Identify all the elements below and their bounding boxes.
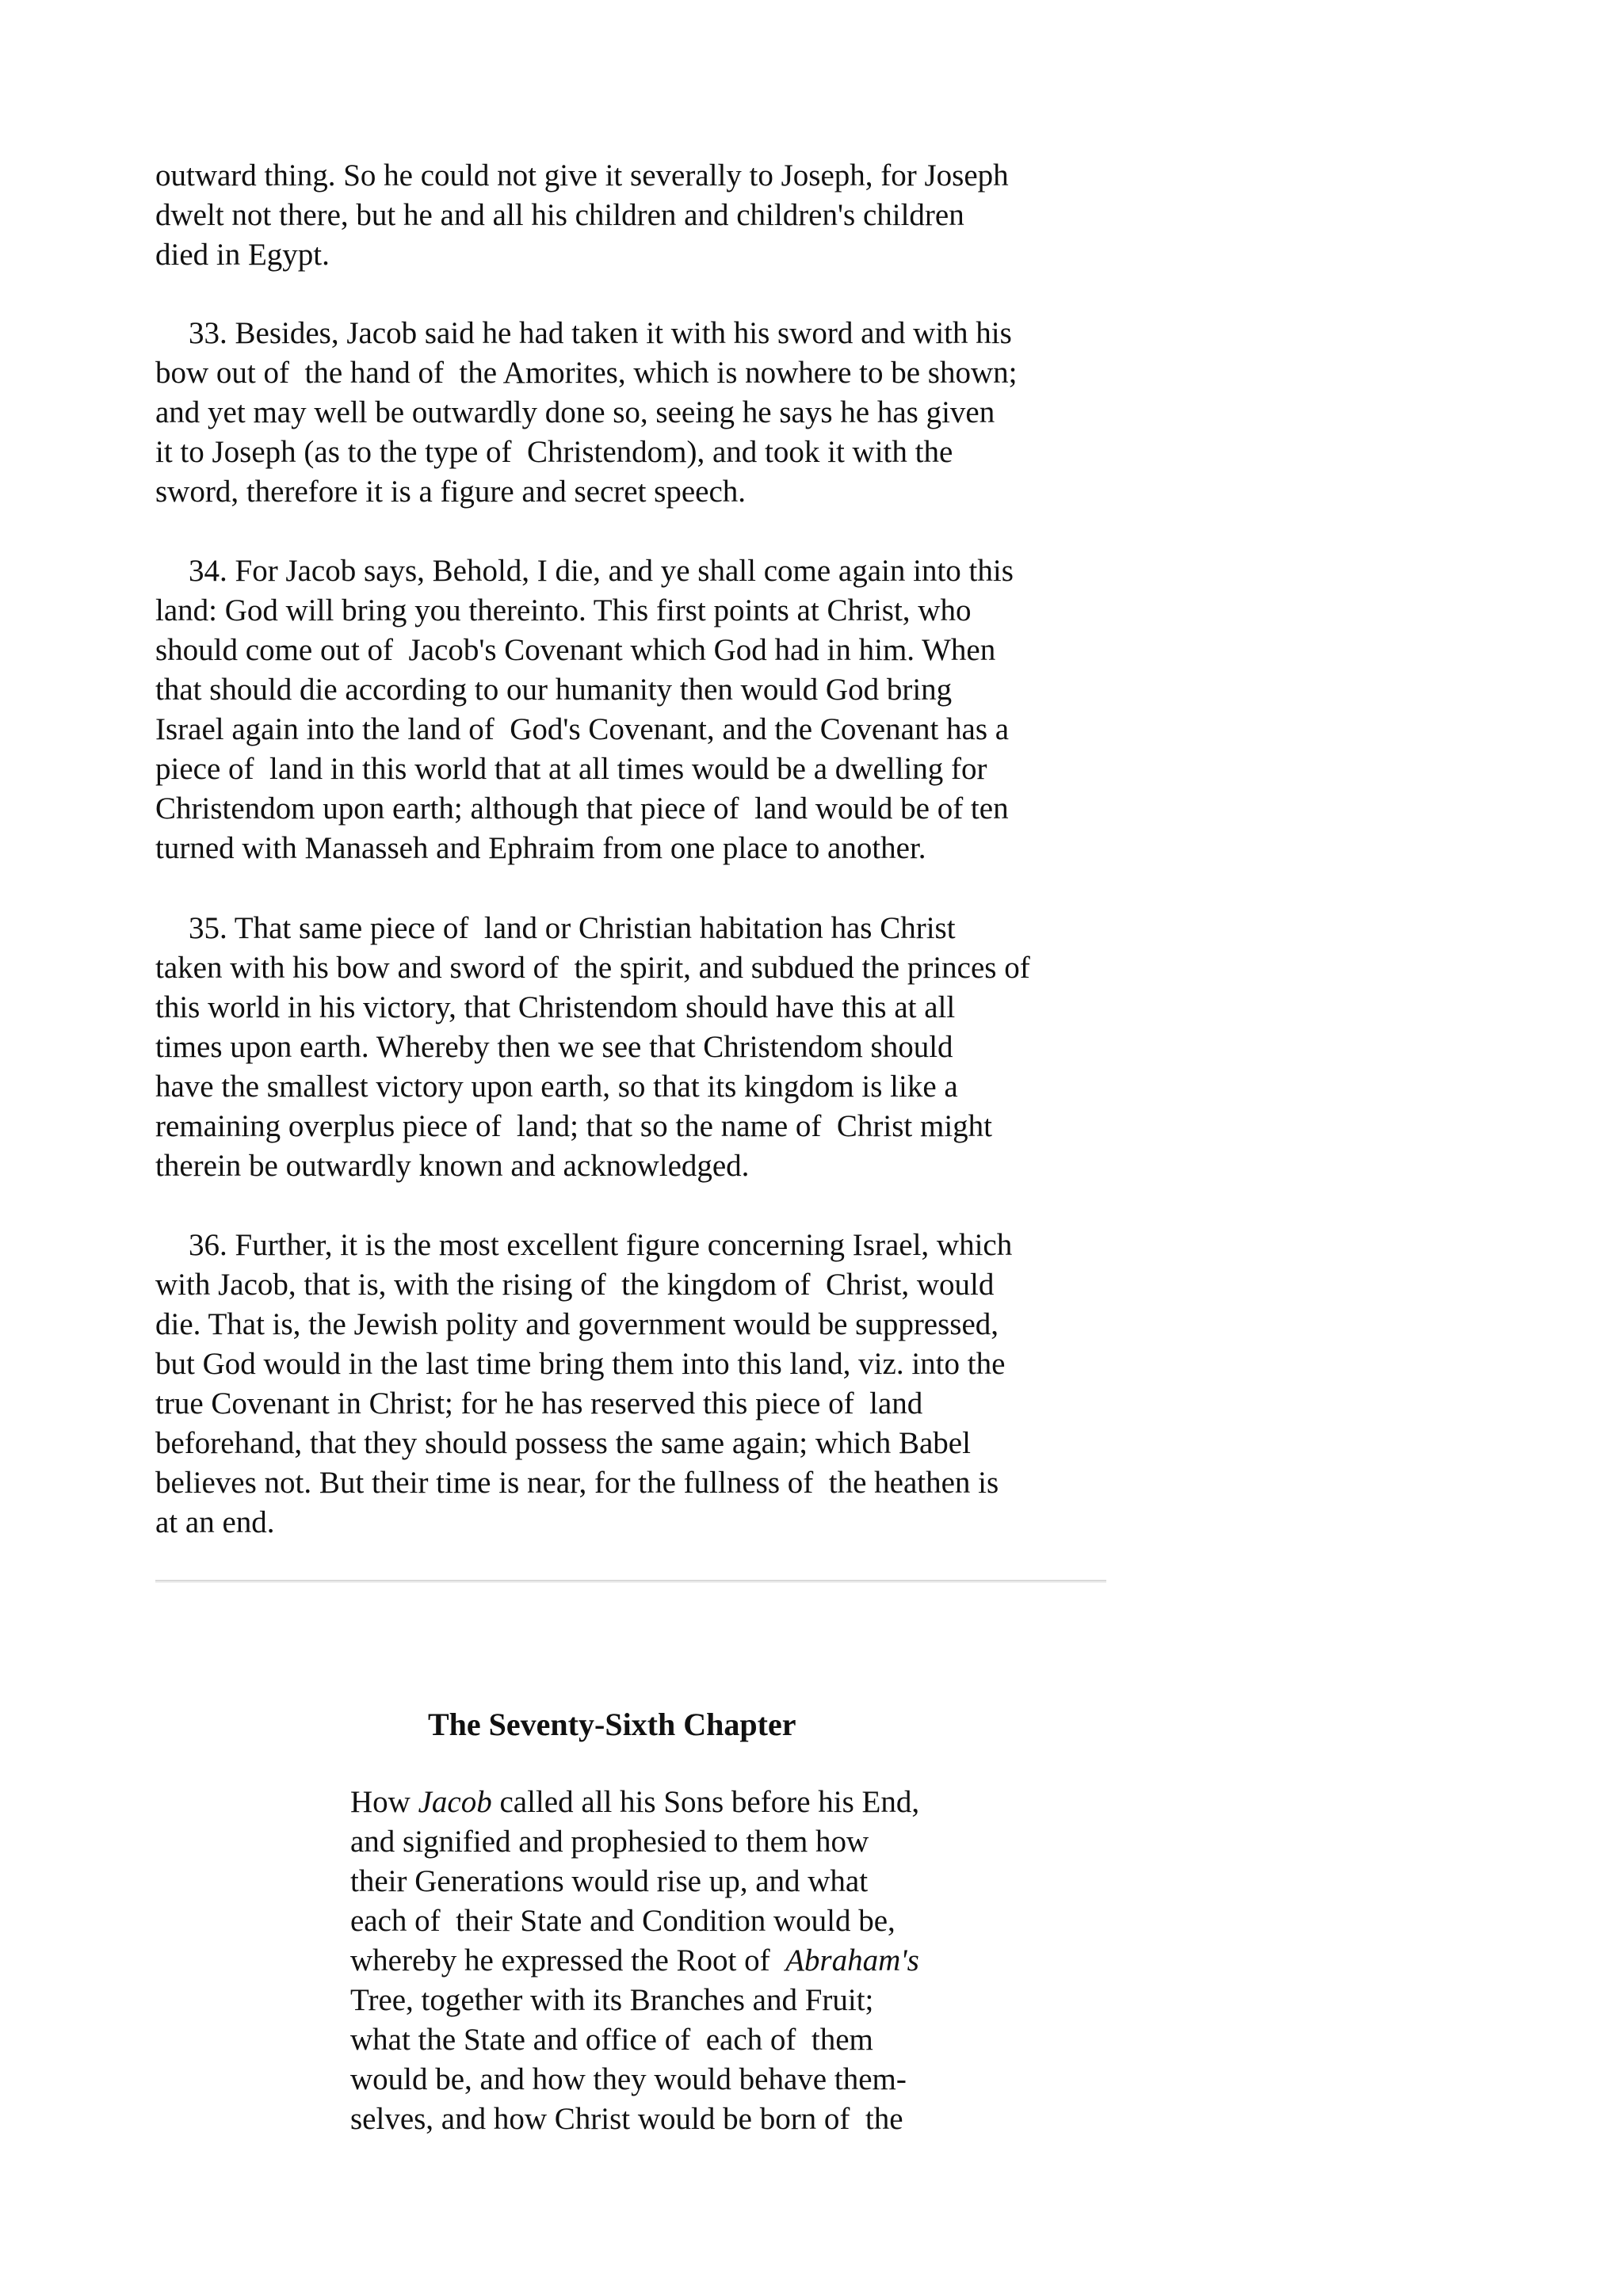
summary-line: Tree, together with its Branches and Fruit; xyxy=(350,1983,874,2017)
text-line: should come out of Jacob's Covenant which God had in him. When xyxy=(155,633,996,667)
text-line: land: God will bring you thereinto. This first points at Christ, who xyxy=(155,593,972,627)
text-line: die. That is, the Jewish polity and government would be suppressed, xyxy=(155,1307,999,1341)
text-line: 35. That same piece of land or Christian habitation has Christ xyxy=(189,911,956,945)
text-line: believes not. But their time is near, for the fullness of the heathen is xyxy=(155,1466,999,1500)
paragraph-36 xyxy=(155,1226,1130,1543)
text-line: dwelt not there, but he and all his children and children's children xyxy=(155,198,964,232)
text-line: taken with his bow and sword of the spirit, and subdued the princes of xyxy=(155,951,1030,985)
text-line: 36. Further, it is the most excellent figure concerning Israel, which xyxy=(189,1228,1013,1262)
paragraph-continuation xyxy=(155,156,1130,275)
summary-line xyxy=(350,1783,984,1822)
horizontal-divider xyxy=(155,1580,1106,1583)
text-line: Christendom upon earth; although that piece of land would be of ten xyxy=(155,791,1009,826)
text-line: with Jacob, that is, with the rising of the kingdom of Christ, would xyxy=(155,1268,995,1302)
paragraph-33 xyxy=(155,314,1130,512)
text-line: sword, therefore it is a figure and secret speech. xyxy=(155,475,747,509)
text-line: it to Joseph (as to the type of Christendom), and took it with the xyxy=(155,435,953,469)
text-line: turned with Manasseh and Ephraim from one place to another. xyxy=(155,831,926,865)
summary-line: and signified and prophesied to them how xyxy=(350,1825,869,1859)
text-line: piece of land in this world that at all times would be a dwelling for xyxy=(155,752,987,786)
summary-line: would be, and how they would behave them- xyxy=(350,2062,907,2096)
summary-line xyxy=(350,1941,984,1981)
summary-text: whereby he expressed the Root of xyxy=(350,1943,786,1978)
paragraph-35 xyxy=(155,909,1130,1186)
text-line: true Covenant in Christ; for he has reserved this piece of land xyxy=(155,1386,923,1421)
summary-line: each of their State and Condition would be, xyxy=(350,1904,896,1938)
summary-line: selves, and how Christ would be born of the xyxy=(350,2102,903,2136)
text-line: bow out of the hand of the Amorites, which is nowhere to be shown; xyxy=(155,356,1018,390)
text-line: therein be outwardly known and acknowledged. xyxy=(155,1149,750,1183)
text-line: Israel again into the land of God's Covenant, and the Covenant has a xyxy=(155,712,1010,746)
chapter-summary xyxy=(350,1783,984,2139)
summary-italic-name: Abraham's xyxy=(785,1943,919,1978)
text-line: beforehand, that they should possess the same again; which Babel xyxy=(155,1426,971,1460)
text-line: that should die according to our humanity then would God bring xyxy=(155,673,953,707)
summary-text: How xyxy=(350,1785,418,1819)
summary-italic-name: Jacob xyxy=(418,1785,492,1819)
summary-text: called all his Sons before his End, xyxy=(491,1785,920,1819)
summary-line: what the State and office of each of them xyxy=(350,2023,873,2057)
text-line: at an end. xyxy=(155,1505,275,1539)
text-line: 34. For Jacob says, Behold, I die, and ye shall come again into this xyxy=(189,554,1014,588)
paragraph-34 xyxy=(155,551,1130,868)
text-line: and yet may well be outwardly done so, seeing he says he has given xyxy=(155,395,995,429)
text-line: outward thing. So he could not give it severally to Joseph, for Joseph xyxy=(155,158,1009,193)
text-line: 33. Besides, Jacob said he had taken it with his sword and with his xyxy=(189,316,1012,350)
text-line: died in Egypt. xyxy=(155,238,330,272)
summary-line: their Generations would rise up, and what xyxy=(350,1864,869,1898)
text-line: but God would in the last time bring them into this land, viz. into the xyxy=(155,1347,1006,1381)
text-line: times upon earth. Whereby then we see that Christendom should xyxy=(155,1030,953,1064)
text-line: have the smallest victory upon earth, so that its kingdom is like a xyxy=(155,1070,958,1104)
text-line: remaining overplus piece of land; that so the name of Christ might xyxy=(155,1109,993,1143)
chapter-title: The Seventy-Sixth Chapter xyxy=(428,1707,796,1742)
text-line: this world in his victory, that Christendom should have this at all xyxy=(155,990,956,1024)
